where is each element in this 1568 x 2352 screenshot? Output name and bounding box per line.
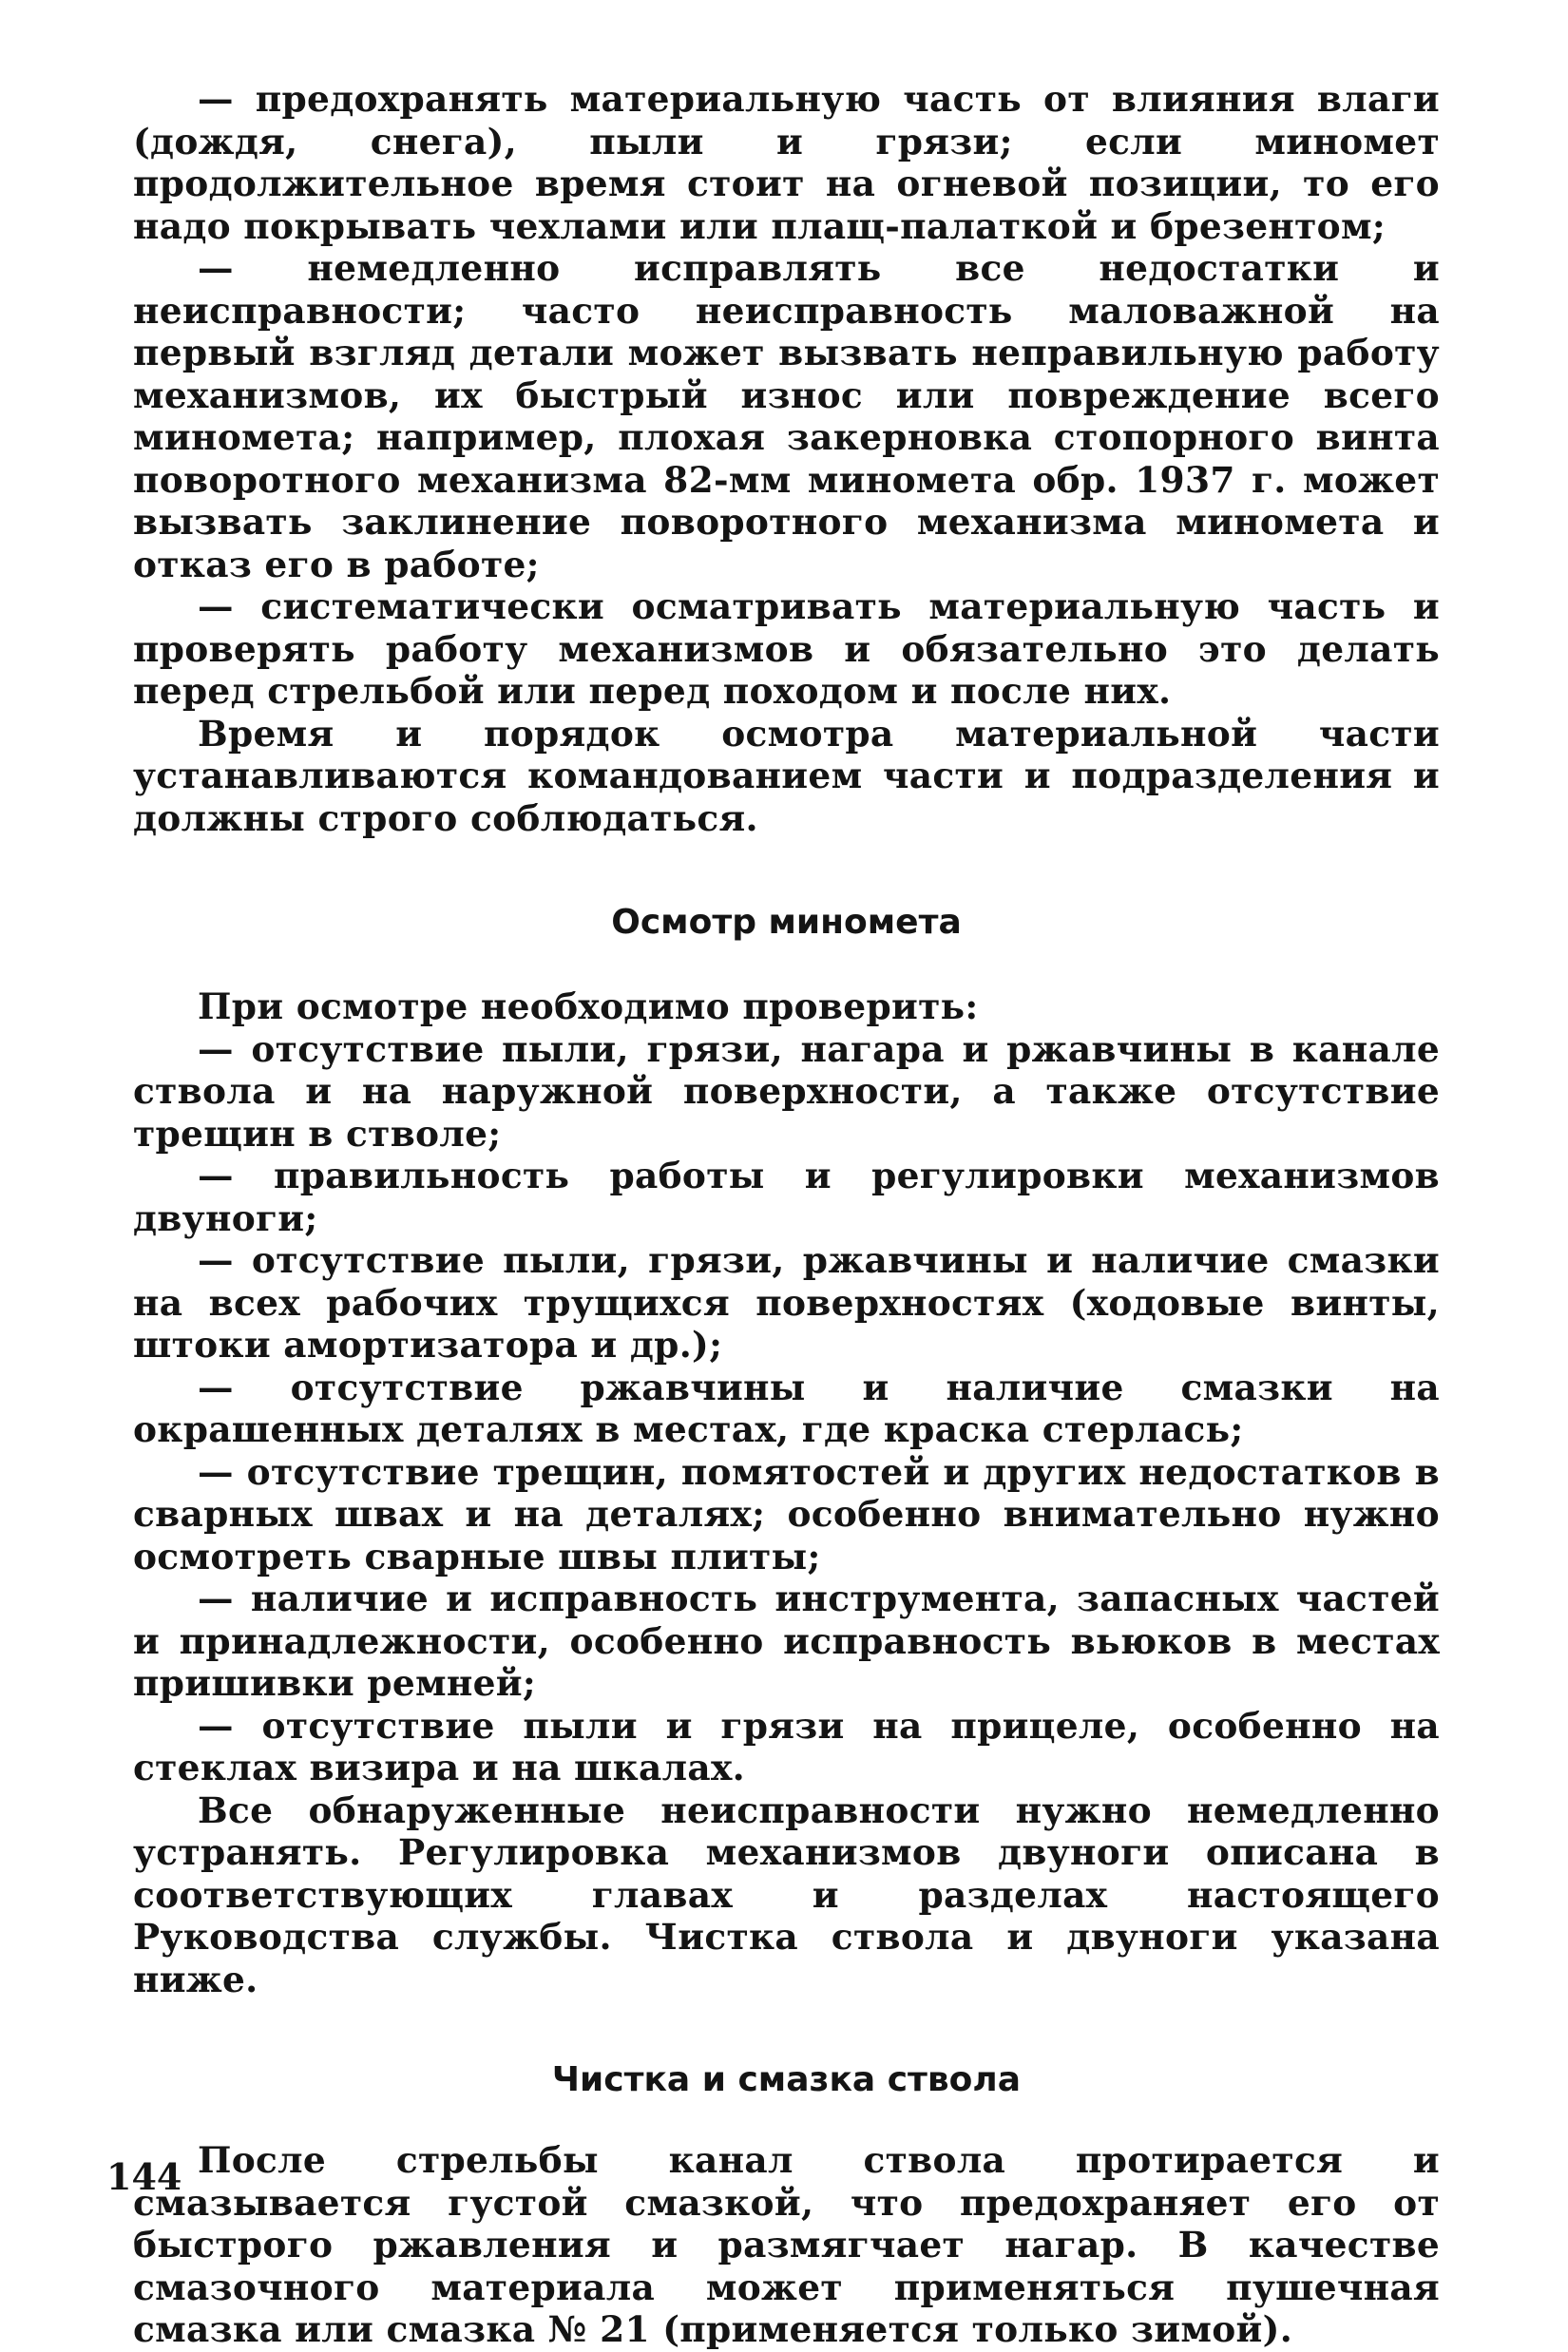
paragraph: — наличие и исправность инструмента, запасных частей и принадлежности, особенно исправность вьюков в местах пришивки ремней; (133, 1578, 1440, 1704)
paragraph: Время и порядок осмотра материальной части устанавливаются командованием части и подразделения и должны строго соблюдаться. (133, 712, 1440, 839)
paragraph: Все обнаруженные неисправности нужно немедленно устранять. Регулировка механизмов двуноги описана в соответствующих главах и разделах настоящего Руководства службы. Чистка ствола и двуноги указана ниже. (133, 1788, 1440, 2000)
page-body (133, 78, 1440, 2351)
section-heading-mortar-inspection: Осмотр миномета (611, 903, 962, 942)
section-heading-barrel-cleaning: Чистка и смазка ствола (551, 2060, 1022, 2099)
page-number: 144 (106, 2155, 182, 2198)
paragraph: После стрельбы канал ствола протирается и смазывается густой смазкой, что предохраняет его от быстрого ржавления и размягчает нагар. В качестве смазочного материала может применяться пушечная смазка или смазка № 21 (применяется только зимой). (133, 2139, 1440, 2350)
paragraph: — отсутствие пыли, грязи, ржавчины и наличие смазки на всех рабочих трущихся поверхностях (ходовые винты, штоки амортизатора и др.); (133, 1239, 1440, 1366)
paragraph: — немедленно исправлять все недостатки и неисправности; часто неисправность маловажной на первый взгляд детали может вызвать неправильную работу механизмов, их быстрый износ или повреждение всего миномета; например, плохая закерновка стопорного винта поворотного механизма 82-мм миномета обр. 1937 г. может вызвать заклинение поворотного механизма миномета и отказ его в работе; (133, 247, 1440, 585)
paragraph: При осмотре необходимо проверить: (198, 985, 979, 1027)
paragraph: — предохранять материальную часть от влияния влаги (дождя, снега), пыли и грязи; если миномет продолжительное время стоит на огневой позиции, то его надо покрывать чехлами или плащ-палаткой и брезентом; (133, 78, 1440, 247)
paragraph: — отсутствие ржавчины и наличие смазки на окрашенных деталях в местах, где краска стерлась; (133, 1366, 1440, 1450)
paragraph: — отсутствие пыли и грязи на прицеле, особенно на стеклах визира и на шкалах. (133, 1704, 1440, 1788)
paragraph: — правильность работы и регулировки механизмов двуноги; (133, 1155, 1440, 1239)
paragraph: — отсутствие трещин, помятостей и других недостатков в сварных швах и на деталях; особенно внимательно нужно осмотреть сварные швы плиты; (133, 1450, 1440, 1578)
paragraph: — систематически осматривать материальную часть и проверять работу механизмов и обязательно это делать перед стрельбой или перед походом и после них. (133, 585, 1440, 712)
paragraph: — отсутствие пыли, грязи, нагара и ржавчины в канале ствола и на наружной поверхности, а также отсутствие трещин в стволе; (133, 1027, 1440, 1155)
